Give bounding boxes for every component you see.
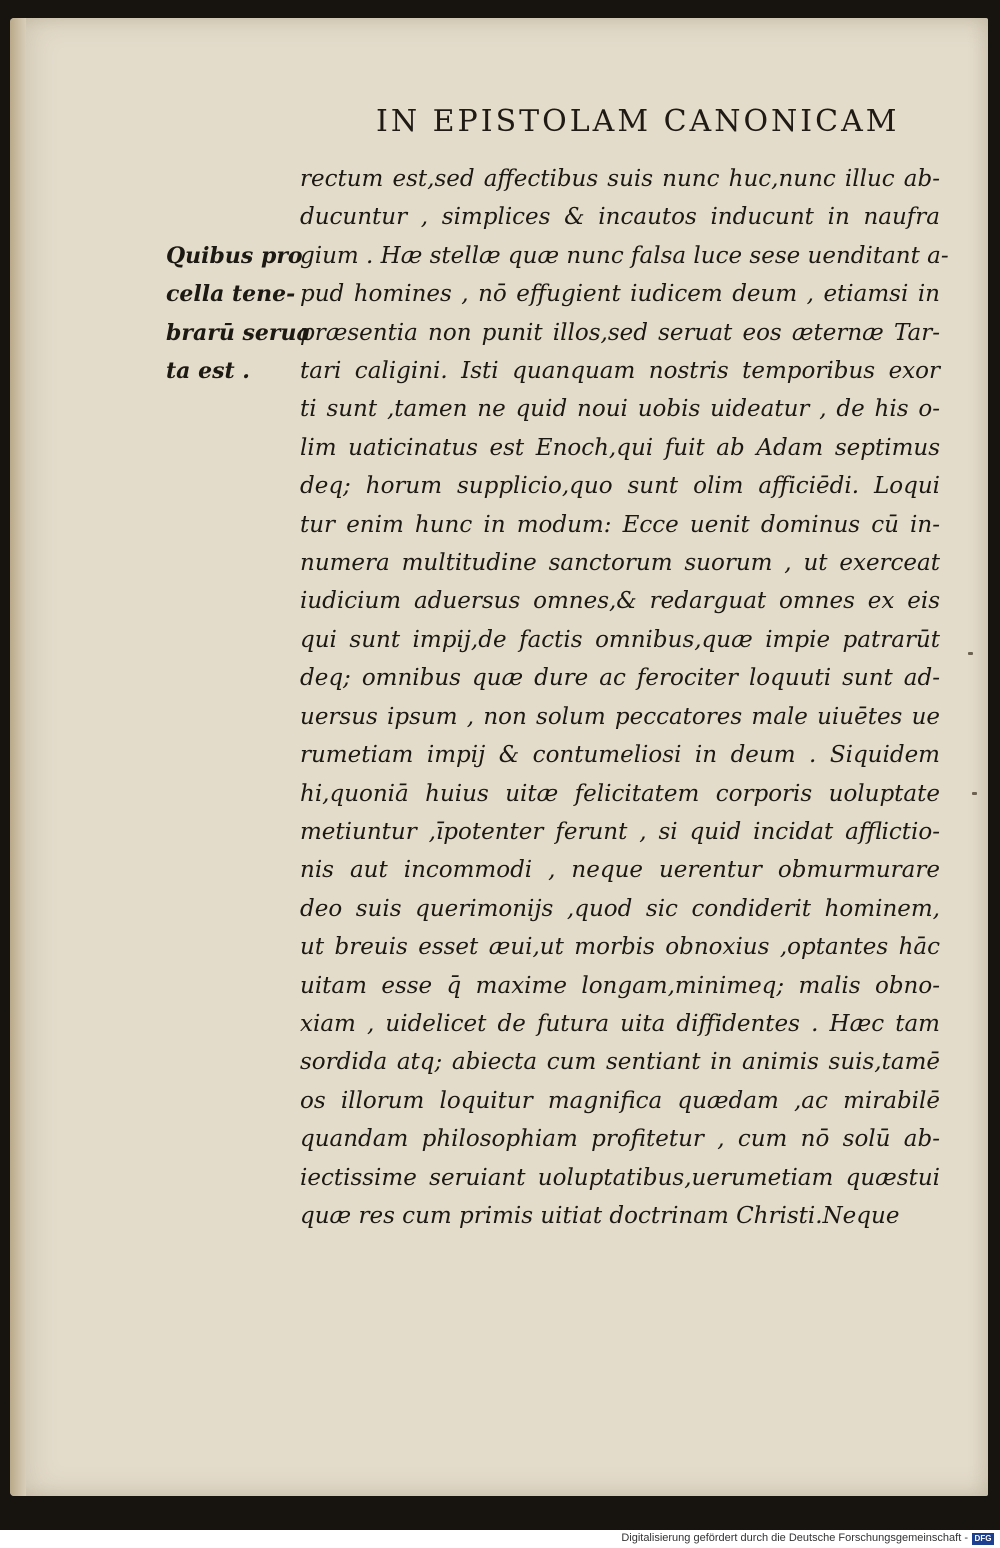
text-line: rectum est,sed affectibus suis nunc huc,nunc illuc ab-: [300, 166, 940, 192]
margin-speck: [968, 652, 973, 655]
text-line: deo suis querimonijs ,quod sic condiderit hominem,: [300, 895, 940, 922]
text-line: uersus ipsum , non solum peccatores male uiuētes ue: [300, 703, 940, 730]
marginal-note-line: Quibus pro: [166, 243, 303, 269]
dfg-logo: DFG: [972, 1533, 994, 1545]
text-line: deq; horum supplicio,quo sunt olim afficiēdi. Loqui: [300, 473, 940, 500]
text-line: ducuntur , simplices & incautos inducunt in naufra: [300, 204, 940, 231]
text-line: sordida atq; abiecta cum sentiant in animis suis,tamē: [300, 1049, 940, 1076]
text-line: metiuntur ,īpotenter ferunt , si quid incidat afflictio-: [300, 818, 940, 845]
text-line: lim uaticinatus est Enoch,qui fuit ab Adam septimus: [300, 434, 940, 461]
margin-speck: [972, 792, 977, 795]
text-line: deq; omnibus quæ dure ac ferociter loquuti sunt ad-: [300, 665, 940, 692]
text-line: præsentia non punit illos,sed seruat eos æternæ Tar-: [300, 319, 940, 346]
running-head: IN EPISTOLAM CANONICAM: [376, 104, 900, 139]
text-line: uitam esse q̄ maxime longam,minimeq; malis obno-: [300, 972, 940, 999]
text-line: gium . Hæ stellæ quæ nunc falsa luce sese uenditant a-: [300, 242, 949, 269]
text-line: ut breuis esset æui,ut morbis obnoxius ,optantes hāc: [300, 934, 940, 961]
page-gutter-edge: [10, 18, 26, 1496]
text-line: tari caligini. Isti quanquam nostris temporibus exor: [300, 358, 940, 385]
text-line: nis aut incommodi , neque uerentur obmurmurare: [300, 857, 940, 884]
text-line: pud homines , nō effugient iudicem deum , etiamsi in: [300, 281, 940, 308]
marginal-note-line: ta est .: [166, 358, 250, 385]
text-line: iudicium aduersus omnes,& redarguat omnes ex eis: [300, 588, 940, 615]
marginal-note-line: brarū serua: [166, 319, 311, 346]
text-line: xiam , uidelicet de futura uita diffidentes . Hæc tam: [300, 1010, 940, 1037]
text-line: qui sunt impij,de factis omnibus,quæ impie patrarūt: [300, 626, 940, 653]
text-line: numera multitudine sanctorum suorum , ut exerceat: [300, 550, 940, 577]
text-line: rumetiam impij & contumeliosi in deum . Siquidem: [300, 742, 940, 769]
marginal-note: [166, 237, 316, 391]
text-line: tur enim hunc in modum: Ecce uenit dominus cū in-: [300, 511, 940, 538]
footer-credit: Digitalisierung gefördert durch die Deutsche Forschungsgemeinschaft -: [621, 1532, 968, 1544]
main-text-block: [300, 160, 949, 1235]
marginal-note-line: cella tene-: [166, 281, 296, 308]
text-line: quæ res cum primis uitiat doctrinam Christi.Neque: [300, 1202, 900, 1229]
text-line: os illorum loquitur magnifica quædam ,ac mirabilē: [300, 1087, 940, 1114]
text-line: hi,quoniā huius uitæ felicitatem corporis uoluptate: [300, 780, 940, 807]
text-line: ti sunt ,tamen ne quid noui uobis uideatur , de his o-: [300, 396, 940, 423]
text-line: quandam philosophiam profitetur , cum nō solū ab-: [300, 1126, 940, 1153]
text-line: iectissime seruiant uoluptatibus,uerumetiam quæstui: [300, 1164, 940, 1191]
